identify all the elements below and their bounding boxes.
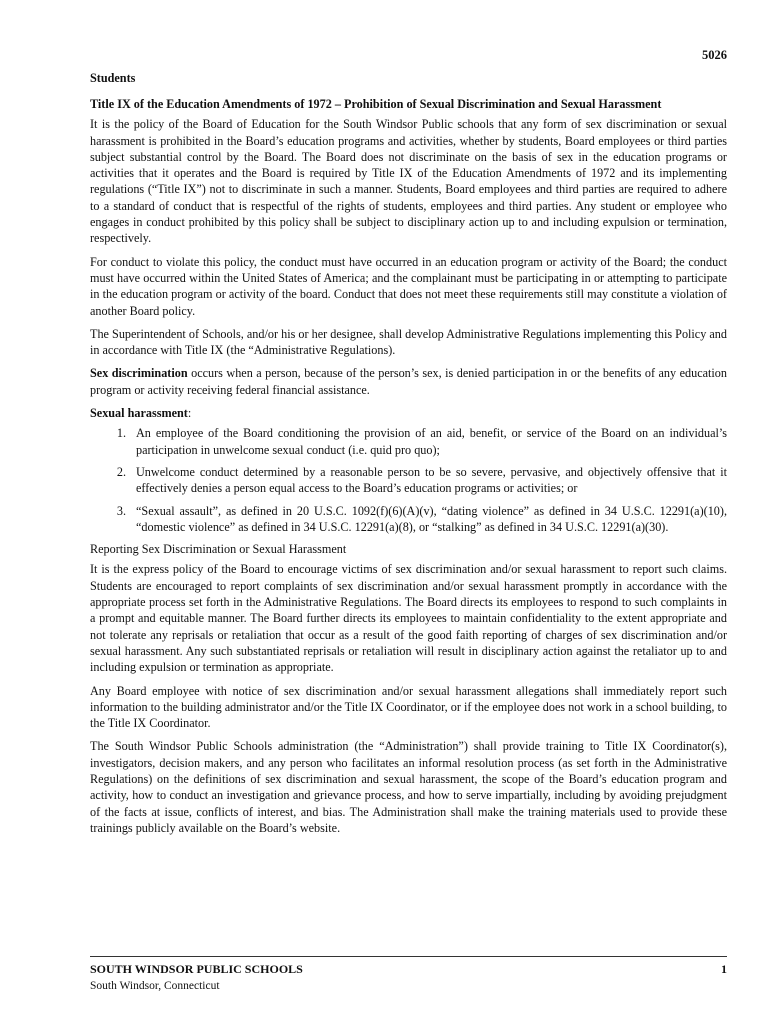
document-page bbox=[90, 0, 727, 1024]
reporting-paragraph-3: The South Windsor Public Schools administration (the “Administration”) shall provide training to Title IX Coordinator(s), investigators, decision makers, and any person who facilitates an informal resolution process (as set forth in the Administrative Regulations) on the definitions of sex discrimination and sexual harassment, the scope of the Board’s education program and activity, how to conduct an investigation and grievance process, and how to serve impartially, including by avoiding prejudgment of the facts at issue, conflicts of interest, and bias. The Administration shall make the training materials used to provide these trainings publicly available on the Board’s website. bbox=[90, 739, 727, 835]
footer-row bbox=[90, 961, 727, 977]
document-body bbox=[90, 96, 727, 843]
footer-location: South Windsor, Connecticut bbox=[90, 980, 220, 993]
list-item-number: 2. bbox=[116, 464, 126, 479]
sex-discrimination-text: occurs when a person, because of the person’s sex, is denied participation in or the benefits of any education program or activity receiving federal financial assistance. bbox=[90, 366, 727, 397]
policy-paragraph-3: The Superintendent of Schools, and/or his or her designee, shall develop Administrative Regulations implementing this Policy and in accordance with Title IX (the “Administrative Regulations). bbox=[90, 326, 727, 358]
policy-paragraph-1: It is the policy of the Board of Education for the South Windsor Public schools that any form of sex discrimination or sexual harassment is prohibited in the Board’s education programs and activities, whether by students, Board employees or third parties subject substantial control by the Board. The Board does not discriminate on the basis of sex in the education programs or activities that it operates and the Board is required by Title IX of the Education Amendments of 1972 and its implementing regulations (“Title IX”) not to discriminate in such a manner. Students, Board employees and third parties are required to adhere to a standard of conduct that is respectful of the rights of students, employees and third parties. Any student or employee who engages in conduct prohibited by this policy shall be subject to disciplinary action up to and including expulsion or termination, respectively. bbox=[90, 117, 727, 246]
list-item bbox=[90, 464, 727, 497]
list-item bbox=[90, 503, 727, 536]
footer-page-number: 1 bbox=[721, 962, 727, 976]
list-item-text: An employee of the Board conditioning the provision of an aid, benefit, or service of the Board on an individual’s participation in unwelcome sexual conduct (i.e. quid pro quo); bbox=[136, 426, 727, 457]
policy-number: 5026 bbox=[702, 48, 727, 62]
list-item-text: Unwelcome conduct determined by a reasonable person to be so severe, pervasive, and objectively offensive that it effectively denies a person equal access to the Board’s education programs or activities; or bbox=[136, 464, 727, 496]
list-item-text: “Sexual assault”, as defined in 20 U.S.C. 1092(f)(6)(A)(v), “dating violence” as defined in 34 U.S.C. 12291(a)(10), “domestic violence” as defined in 34 U.S.C. 12291(a)(8), or “stalking” as defined in 34 U.S.C. 12291(a)(30). bbox=[136, 503, 727, 534]
sexual-harassment-colon: : bbox=[187, 406, 192, 421]
sexual-harassment-heading bbox=[90, 405, 727, 421]
list-item-number: 1. bbox=[116, 426, 126, 441]
sex-discrimination-definition bbox=[90, 365, 727, 398]
sexual-harassment-list bbox=[90, 425, 727, 535]
document-title: Title IX of the Education Amendments of 1972 – Prohibition of Sexual Discrimination and Sexual Harassment bbox=[90, 97, 662, 111]
reporting-paragraph-1: It is the express policy of the Board to encourage victims of sex discrimination and/or sexual harassment to report such claims. Students are encouraged to report complaints of sex discrimination and/or sexual harassment promptly in accordance with the appropriate process set forth in the Administrative Regulations. The Board directs its employees to respond to such complaints in a prompt and equitable manner. The Board further directs its employees to maintain confidentiality to the extent appropriate and not tolerate any reprisals or retaliation that occur as a result of the good faith reporting of charges of sex discrimination and/or sexual harassment. Any such substantiated reprisals or retaliation will result in disciplinary action against the retaliator up to and including expulsion or termination as appropriate. bbox=[90, 562, 727, 675]
list-item-number: 3. bbox=[116, 503, 126, 518]
section-title: Students bbox=[90, 71, 136, 85]
sexual-harassment-term: Sexual harassment bbox=[90, 406, 188, 421]
reporting-heading: Reporting Sex Discrimination or Sexual Harassment bbox=[90, 542, 347, 557]
sex-discrimination-term: Sex discrimination bbox=[90, 366, 188, 381]
policy-paragraph-2: For conduct to violate this policy, the conduct must have occurred in an education program or activity of the Board; the conduct must have occurred within the United States of America; and the complainant must be participating in or attempting to participate in the education program or activity of the board. Conduct that does not meet these requirements still may constitute a violation of another Board policy. bbox=[90, 254, 727, 318]
footer-district: SOUTH WINDSOR PUBLIC SCHOOLS bbox=[90, 962, 303, 976]
page-footer bbox=[90, 956, 727, 995]
reporting-paragraph-2: Any Board employee with notice of sex discrimination and/or sexual harassment allegations shall immediately report such information to the building administrator and/or the Title IX Coordinator, or if the employee does not work in a school building, to the Title IX Coordinator. bbox=[90, 683, 727, 731]
list-item bbox=[90, 425, 727, 458]
